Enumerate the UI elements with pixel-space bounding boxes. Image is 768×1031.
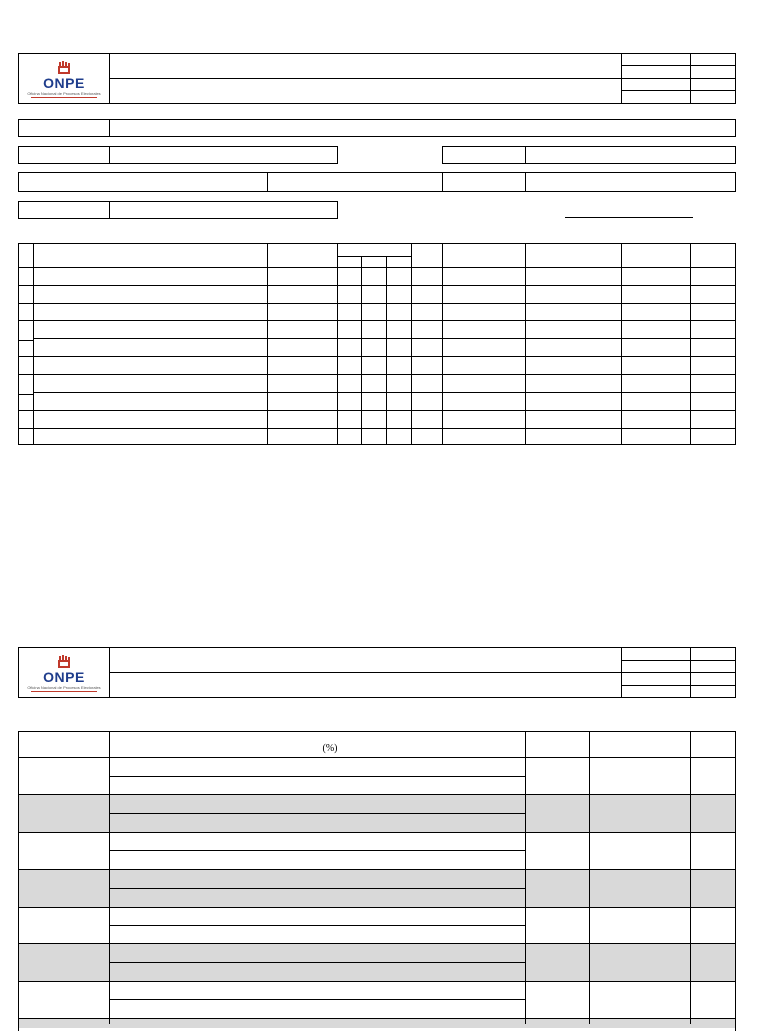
- form1-table-col-line: [525, 243, 526, 445]
- form2-group-line: [18, 981, 736, 982]
- form1-field-row-1-divider: [109, 119, 110, 137]
- form1-table-row-line: [18, 410, 736, 411]
- form2-subrow-line: [109, 999, 525, 1000]
- form2-subrow-line: [109, 925, 525, 926]
- form1-table-row-line: [18, 428, 736, 429]
- form2-subrow-line: [109, 850, 525, 851]
- form1-table-col-line: [267, 243, 268, 445]
- form2-group-line: [18, 832, 736, 833]
- logo-subtitle: Oficina Nacional de Procesos Electorales: [27, 684, 101, 690]
- form1-table-col-line: [337, 243, 338, 445]
- onpe-logo: [20, 56, 108, 102]
- onpe-logo: [20, 650, 108, 696]
- ballot-hand-icon: [56, 655, 72, 669]
- logo-rule: [31, 97, 97, 98]
- form1-table-row-line: [18, 374, 736, 375]
- ballot-hand-icon: [56, 61, 72, 75]
- form2-group-line: [18, 943, 736, 944]
- form1-field-row-1: [18, 119, 736, 137]
- form1-header-meta-row2: [621, 78, 736, 79]
- form1-table: [18, 243, 736, 445]
- form1-table-col-line: [33, 243, 34, 445]
- form1-field-row-3: [18, 172, 736, 192]
- signature-line: [565, 217, 693, 218]
- logo-brand-text: ONPE: [43, 74, 85, 91]
- form1-table-col-line: [621, 243, 622, 445]
- form1-field-row-3-divider-3: [525, 172, 526, 192]
- form1-header-meta-row1: [621, 65, 736, 66]
- form1-table-row-line: [18, 303, 736, 304]
- form2-subrow-line: [109, 813, 525, 814]
- form1-field-row-3-divider-1: [267, 172, 268, 192]
- form2-header-meta-row2: [621, 672, 736, 673]
- form1-field-2b-divider: [525, 146, 526, 164]
- form1-field-4: [18, 201, 338, 219]
- form2-group-line: [18, 869, 736, 870]
- logo-rule: [31, 691, 97, 692]
- form1-table-row-line: [18, 356, 736, 357]
- form1-table-row-line: [18, 285, 736, 286]
- form1-header-title-divider: [109, 78, 621, 79]
- form1-table-row-line: [18, 320, 736, 321]
- form2-subrow-line: [109, 962, 525, 963]
- form1-header-meta-row3: [621, 90, 736, 91]
- form1-field-2b: [442, 146, 736, 164]
- form1-table-row-line: [18, 340, 33, 341]
- form2-header-title-divider: [109, 672, 621, 673]
- form2-group-line: [18, 907, 736, 908]
- form1-table-row-line: [18, 394, 33, 395]
- form1-table-col-line: [411, 243, 412, 445]
- form1-table-header-bottom: [18, 267, 736, 268]
- form2-subrow-line: [109, 888, 525, 889]
- form1-field-2a: [18, 146, 338, 164]
- form1-table-row-line: [33, 392, 736, 393]
- form2-header-mark: (%): [322, 743, 338, 754]
- form2-table-header-bottom: [18, 757, 736, 758]
- form2-header-meta-row3: [621, 685, 736, 686]
- form1-table-subheader-line: [337, 256, 411, 257]
- form2-subrow-line: [109, 776, 525, 777]
- logo-brand-text: ONPE: [43, 668, 85, 685]
- form1-table-col-line: [442, 243, 443, 445]
- form2-group-line: [18, 1018, 736, 1019]
- logo-subtitle: Oficina Nacional de Procesos Electorales: [27, 90, 101, 96]
- form1-table-col-line: [690, 243, 691, 445]
- form1-table-row-line: [33, 338, 736, 339]
- form1-field-4-divider: [109, 201, 110, 219]
- form1-field-row-3-divider-2: [442, 172, 443, 192]
- form1-field-2a-divider: [109, 146, 110, 164]
- form2-header-meta-row1: [621, 660, 736, 661]
- form2-group-line: [18, 794, 736, 795]
